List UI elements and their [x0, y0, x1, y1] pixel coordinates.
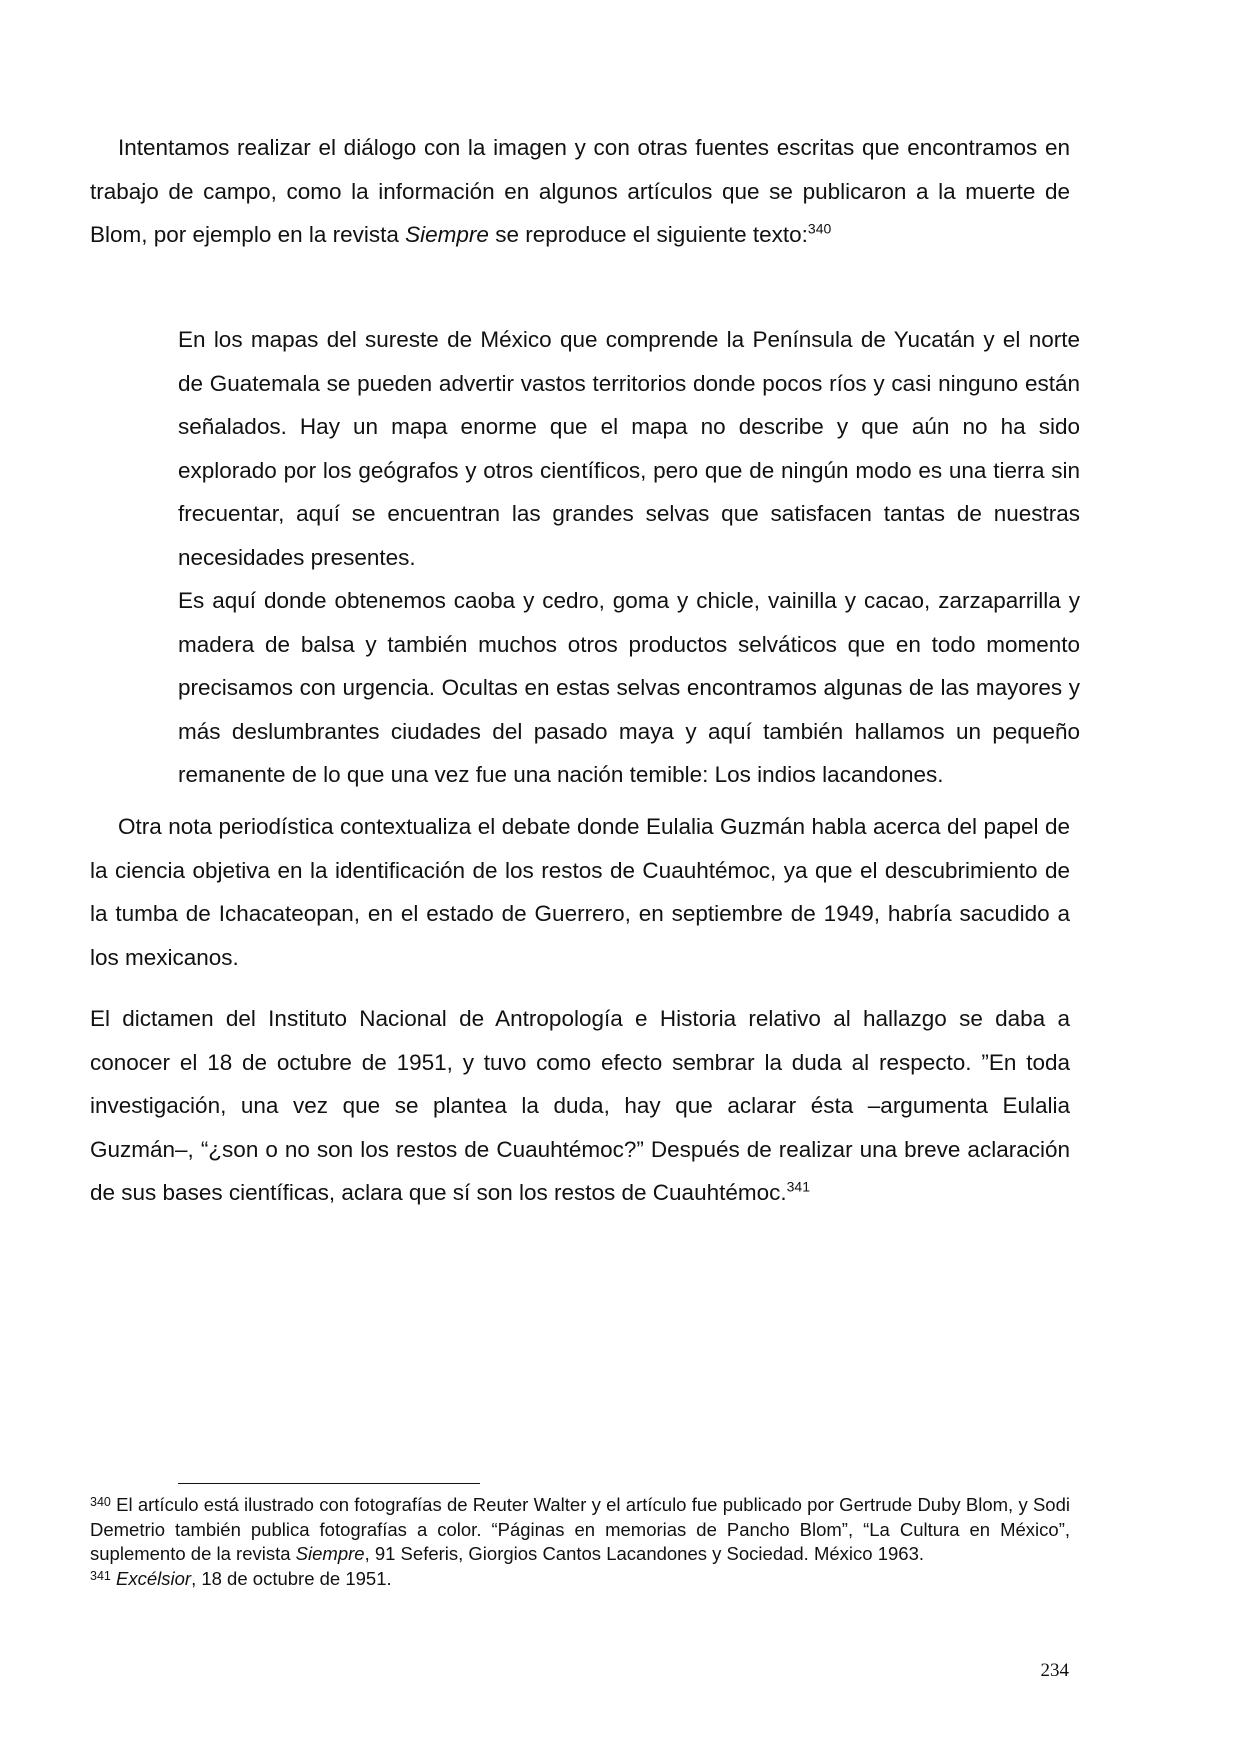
- paragraph-intro-text-end: se reproduce el siguiente texto:: [488, 222, 808, 247]
- footnote-number: 340: [90, 1495, 111, 1509]
- paragraph-debate: Otra nota periodística contextualiza el debate donde Eulalia Guzmán habla acerca del papel de la ciencia objetiva en la identificación de los restos de Cuauhtémoc, ya que el descubrimiento de la tumba de Ichacateopan, en el estado de Guerrero, en septiembre de 1949, habría sacudido a los mexicanos.: [90, 814, 1070, 970]
- footnote-italic: Siempre: [295, 1543, 365, 1564]
- paragraph-intro-text: Intentamos realizar el diálogo con la imagen y con otras fuentes escritas que encontramos en trabajo de campo, como la información en algunos artículos que se publicaron a la muerte de Blom, por ejemplo en la revista: [90, 135, 1070, 247]
- footnotes: [90, 1493, 1070, 1591]
- footnote-italic: Excélsior: [116, 1567, 192, 1589]
- page-number: 234: [1040, 1660, 1069, 1681]
- quote-paragraph-2: Es aquí donde obtenemos caoba y cedro, goma y chicle, vainilla y cacao, zarzaparrilla y madera de balsa y también muchos otros productos selváticos que en todo momento precisamos con urgencia. Ocultas en estas selvas encontramos algunas de las mayores y más deslumbrantes ciudades del pasado maya y aquí también hallamos un pequeño remanente de lo que una vez fue una nación temible: Los indios lacandones.: [178, 588, 1080, 787]
- paragraph-dictamen: [90, 997, 1070, 1215]
- footnote-separator: [178, 1483, 480, 1484]
- footnote-341: [90, 1567, 1070, 1592]
- footnote-ref-341[interactable]: 341: [786, 1178, 810, 1195]
- footnote-text-end: , 91 Seferis, Giorgios Cantos Lacandones y Sociedad. México 1963.: [364, 1543, 924, 1564]
- magazine-title: Siempre: [405, 222, 489, 247]
- footnote-text-end: , 18 de octubre de 1951.: [191, 1567, 392, 1589]
- footnote-ref-340[interactable]: 340: [807, 220, 832, 237]
- paragraph-dictamen-text: El dictamen del Instituto Nacional de Antropología e Historia relativo al hallazgo se daba a conocer el 18 de octubre de 1951, y tuvo como efecto sembrar la duda al respecto. ”En toda investigación, una vez que se plantea la duda, hay que aclarar ésta –argumenta Eulalia Guzmán–, “¿son o no son los restos de Cuauhtémoc?” Después de realizar una breve aclaración de sus bases científicas, aclara que sí son los restos de Cuauhtémoc.: [90, 1006, 1070, 1205]
- quote-paragraph-1: En los mapas del sureste de México que comprende la Península de Yucatán y el norte de Guatemala se pueden advertir vastos territorios donde pocos ríos y casi ninguno están señalados. Hay un mapa enorme que el mapa no describe y que aún no ha sido explorado por los geógrafos y otros científicos, pero que de ningún modo es una tierra sin frecuentar, aquí se encuentran las grandes selvas que satisfacen tantas de nuestras necesidades presentes.: [178, 327, 1080, 570]
- block-quote: [178, 318, 1080, 797]
- paragraph-intro: [90, 126, 1070, 257]
- footnote-text: El artículo está ilustrado con fotografías de Reuter Walter y el artículo fue publicado por Gertrude Duby Blom, y Sodi Demetrio también publica fotografías a color. “Páginas en memorias de Pancho Blom”, “La Cultura en México”, suplemento de la revista: [90, 1494, 1070, 1564]
- footnote-number: 341: [90, 1568, 111, 1583]
- footnote-340: [90, 1493, 1070, 1567]
